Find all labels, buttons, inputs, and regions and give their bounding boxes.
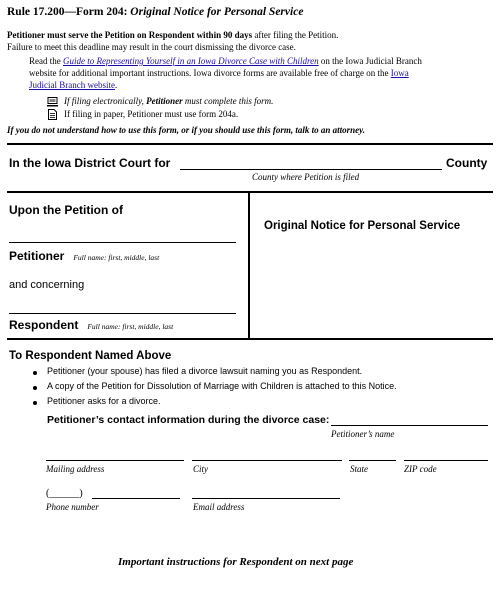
read-guide-line3: Judicial Branch website. xyxy=(29,80,118,90)
read-guide-line2: website for additional important instructions. Iowa divorce forms are available free of charge on the Iowa xyxy=(29,68,409,78)
bullet-dot xyxy=(33,386,37,390)
mailing-address-field[interactable] xyxy=(46,460,184,461)
read-guide-line1: Read the Guide to Representing Yourself in an Iowa Divorce Case with Children on the Iowa Judicial Branch xyxy=(29,56,422,66)
county-caption: County where Petition is filed xyxy=(252,172,360,182)
parties-divider xyxy=(248,192,250,339)
and-concerning-label: and concerning xyxy=(9,279,85,291)
city-field[interactable] xyxy=(192,460,342,461)
bullet-dot xyxy=(33,401,37,405)
respondent-row xyxy=(9,316,173,334)
respondent-name-field[interactable] xyxy=(9,313,236,314)
city-caption: City xyxy=(193,464,208,474)
petitioner-label: Petitioner xyxy=(9,249,65,263)
bullet-dot xyxy=(33,371,37,375)
form-header xyxy=(7,6,303,18)
guide-link[interactable]: Guide to Representing Yourself in an Iowa Divorce Case with Children xyxy=(63,56,319,66)
area-code-field[interactable]: (______) xyxy=(46,488,83,499)
email-address-field[interactable] xyxy=(192,498,340,499)
petitioner-row xyxy=(9,247,159,265)
petitioner-name-line[interactable] xyxy=(331,425,488,426)
respondent-hint: Full name: first, middle, last xyxy=(87,322,174,331)
petitioner-hint: Full name: first, middle, last xyxy=(73,253,160,262)
email-address-caption: Email address xyxy=(193,502,245,512)
respondent-section-heading: To Respondent Named Above xyxy=(9,350,172,362)
upon-petition-label: Upon the Petition of xyxy=(9,203,123,217)
contact-info-label: Petitioner’s contact information during the divorce case: xyxy=(47,414,330,426)
respondent-label: Respondent xyxy=(9,318,79,332)
form-title: Original Notice for Personal Service xyxy=(130,6,304,18)
notice-title: Original Notice for Personal Service xyxy=(264,220,461,232)
mailing-address-caption: Mailing address xyxy=(46,464,105,474)
parties-bottom-rule xyxy=(7,338,493,340)
bullet-item: Petitioner asks for a divorce. xyxy=(47,396,161,406)
computer-icon xyxy=(47,97,58,107)
judicial-branch-link[interactable]: Judicial Branch website xyxy=(29,80,115,90)
zip-code-field[interactable] xyxy=(404,460,488,461)
bullet-item: Petitioner (your spouse) has filed a divorce lawsuit naming you as Respondent. xyxy=(47,366,363,376)
top-rule xyxy=(7,143,493,145)
attorney-notice: If you do not understand how to use this form, or if you should use this form, talk to an attorney. xyxy=(7,125,365,135)
electronic-filing-note: If filing electronically, Petitioner must complete this form. xyxy=(64,96,274,106)
paper-filing-note: If filing in paper, Petitioner must use form 204a. xyxy=(64,109,239,119)
petitioner-name-field[interactable] xyxy=(9,242,236,243)
failure-warning: Failure to meet this deadline may result in the court dismissing the divorce case. xyxy=(7,42,296,52)
county-field[interactable] xyxy=(180,169,442,170)
bullet-item: A copy of the Petition for Dissolution of Marriage with Children is attached to this Notice. xyxy=(47,381,397,391)
state-caption: State xyxy=(350,464,368,474)
parties-top-rule xyxy=(7,191,493,193)
serve-deadline: Petitioner must serve the Petition on Respondent within 90 days after filing the Petition. xyxy=(7,30,339,40)
paper-document-icon xyxy=(48,109,57,120)
petitioner-name-caption: Petitioner’s name xyxy=(331,429,395,439)
footer-note: Important instructions for Respondent on next page xyxy=(118,556,354,568)
county-label: County xyxy=(446,156,488,170)
phone-number-caption: Phone number xyxy=(46,502,99,512)
rule-number: Rule 17.200—Form 204: xyxy=(7,6,131,18)
iowa-link[interactable]: Iowa xyxy=(390,68,409,78)
zip-code-caption: ZIP code xyxy=(404,464,437,474)
court-label: In the Iowa District Court for xyxy=(9,156,171,170)
phone-number-field[interactable] xyxy=(92,498,180,499)
state-field[interactable] xyxy=(349,460,396,461)
